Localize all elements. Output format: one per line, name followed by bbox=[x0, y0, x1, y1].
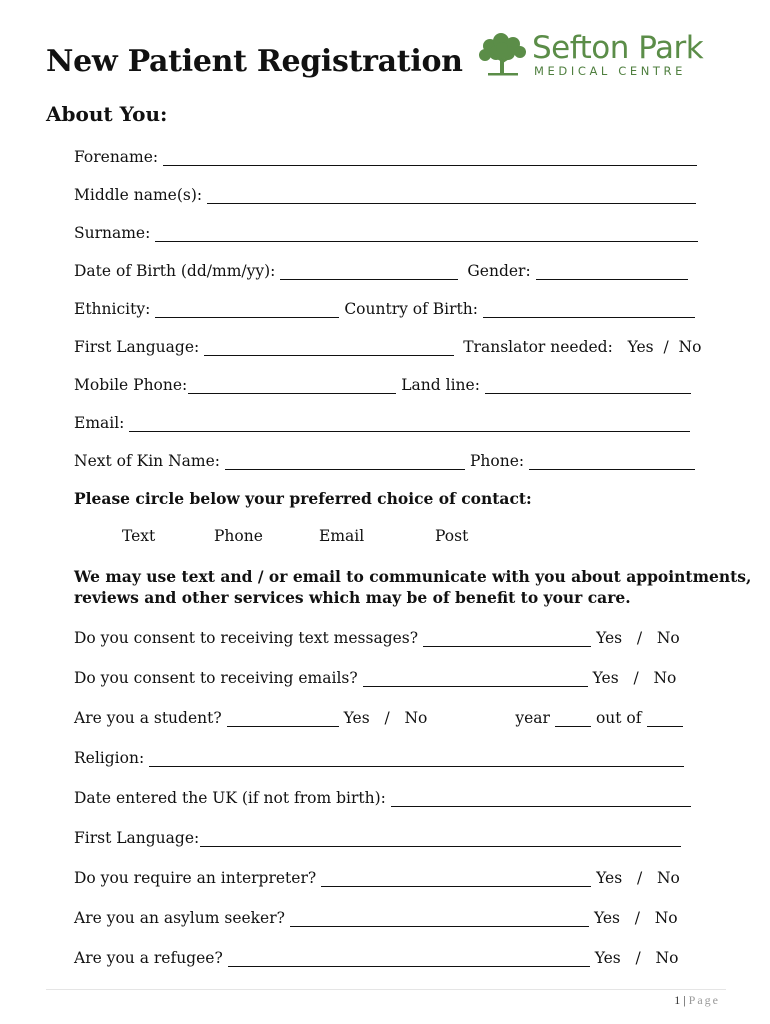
first-language-field[interactable] bbox=[204, 339, 454, 356]
religion-field[interactable] bbox=[149, 750, 684, 767]
contact-option-phone[interactable]: Phone bbox=[214, 527, 263, 545]
student-yes-no[interactable]: Yes / No bbox=[343, 709, 428, 727]
religion-row bbox=[74, 745, 689, 767]
forename-field[interactable] bbox=[163, 149, 697, 166]
footer-divider bbox=[46, 989, 726, 990]
date-entered-uk-row bbox=[74, 785, 696, 807]
interpreter-yes-no[interactable]: Yes / No bbox=[596, 869, 680, 887]
out-of-label: out of bbox=[595, 709, 642, 727]
first-language-label: First Language: bbox=[74, 338, 200, 356]
student-label: Are you a student? bbox=[74, 709, 222, 727]
middle-name-row bbox=[74, 182, 701, 204]
ethnicity-country-row bbox=[74, 296, 700, 318]
asylum-field[interactable] bbox=[290, 910, 589, 927]
refugee-row bbox=[74, 945, 678, 967]
out-of-field[interactable] bbox=[647, 710, 683, 727]
year-field[interactable] bbox=[555, 710, 591, 727]
contact-option-post[interactable]: Post bbox=[435, 527, 469, 545]
contact-heading: Please circle below your preferred choice of contact: bbox=[74, 489, 532, 508]
first-language-2-label: First Language: bbox=[74, 829, 200, 847]
student-row bbox=[74, 705, 688, 727]
dob-label: Date of Birth (dd/mm/yy): bbox=[74, 262, 276, 280]
consent-email-row bbox=[74, 665, 676, 687]
translator-needed[interactable]: Translator needed: Yes / No bbox=[463, 338, 702, 356]
consent-email-label: Do you consent to receiving emails? bbox=[74, 669, 358, 687]
land-line-label: Land line: bbox=[401, 376, 480, 394]
year-label: year bbox=[515, 709, 550, 727]
interpreter-field[interactable] bbox=[321, 870, 591, 887]
tree-icon bbox=[476, 32, 530, 80]
page-number: 1 bbox=[674, 993, 681, 1007]
contact-option-text[interactable]: Text bbox=[122, 527, 156, 545]
contact-option-email[interactable]: Email bbox=[319, 527, 365, 545]
middle-name-label: Middle name(s): bbox=[74, 186, 203, 204]
kin-phone-field[interactable] bbox=[529, 453, 695, 470]
middle-name-field[interactable] bbox=[207, 187, 696, 204]
sefton-park-logo bbox=[476, 30, 726, 80]
footer-separator: | bbox=[680, 993, 689, 1007]
page-footer bbox=[674, 993, 720, 1008]
notice-line-2: reviews and other services which may be of benefit to your care. bbox=[74, 588, 631, 607]
mobile-phone-label: Mobile Phone: bbox=[74, 376, 188, 394]
consent-text-label: Do you consent to receiving text messages? bbox=[74, 629, 419, 647]
country-of-birth-field[interactable] bbox=[483, 301, 695, 318]
consent-text-yes-no[interactable]: Yes / No bbox=[596, 629, 680, 647]
page-label: Page bbox=[688, 993, 720, 1007]
consent-text-row bbox=[74, 625, 680, 647]
consent-email-yes-no[interactable]: Yes / No bbox=[592, 669, 677, 687]
student-field[interactable] bbox=[227, 710, 339, 727]
email-label: Email: bbox=[74, 414, 125, 432]
refugee-label: Are you a refugee? bbox=[74, 949, 223, 967]
surname-row bbox=[74, 220, 703, 242]
first-language-2-field[interactable] bbox=[200, 830, 681, 847]
date-entered-uk-field[interactable] bbox=[391, 790, 691, 807]
next-of-kin-label: Next of Kin Name: bbox=[74, 452, 220, 470]
dob-gender-row bbox=[74, 258, 693, 280]
religion-label: Religion: bbox=[74, 749, 145, 767]
mobile-phone-field[interactable] bbox=[188, 377, 396, 394]
country-of-birth-label: Country of Birth: bbox=[344, 300, 478, 318]
section-heading-about-you: About You: bbox=[46, 102, 168, 126]
date-entered-uk-label: Date entered the UK (if not from birth): bbox=[74, 789, 386, 807]
refugee-field[interactable] bbox=[228, 950, 590, 967]
asylum-row bbox=[74, 905, 678, 927]
email-row bbox=[74, 410, 695, 432]
kin-phone-label: Phone: bbox=[469, 452, 525, 470]
next-of-kin-row bbox=[74, 448, 700, 470]
ethnicity-label: Ethnicity: bbox=[74, 300, 151, 318]
land-line-field[interactable] bbox=[485, 377, 691, 394]
logo-subtitle: MEDICAL CENTRE bbox=[534, 64, 686, 78]
phone-row bbox=[74, 372, 696, 394]
forename-row bbox=[74, 144, 702, 166]
logo-name: Sefton Park bbox=[532, 30, 704, 66]
asylum-yes-no[interactable]: Yes / No bbox=[593, 909, 678, 927]
interpreter-row bbox=[74, 865, 680, 887]
page-title: New Patient Registration bbox=[46, 44, 463, 79]
notice-line-1: We may use text and / or email to communicate with you about appointments, bbox=[74, 567, 752, 586]
first-language-row bbox=[74, 334, 701, 356]
gender-label: Gender: bbox=[467, 262, 531, 280]
surname-field[interactable] bbox=[155, 225, 698, 242]
consent-email-field[interactable] bbox=[363, 670, 588, 687]
gender-field[interactable] bbox=[536, 263, 688, 280]
surname-label: Surname: bbox=[74, 224, 151, 242]
consent-text-field[interactable] bbox=[423, 630, 591, 647]
asylum-label: Are you an asylum seeker? bbox=[74, 909, 285, 927]
refugee-yes-no[interactable]: Yes / No bbox=[594, 949, 679, 967]
forename-label: Forename: bbox=[74, 148, 159, 166]
interpreter-label: Do you require an interpreter? bbox=[74, 869, 317, 887]
next-of-kin-field[interactable] bbox=[225, 453, 465, 470]
dob-field[interactable] bbox=[280, 263, 458, 280]
email-field[interactable] bbox=[129, 415, 690, 432]
first-language-2-row bbox=[74, 825, 686, 847]
ethnicity-field[interactable] bbox=[155, 301, 339, 318]
